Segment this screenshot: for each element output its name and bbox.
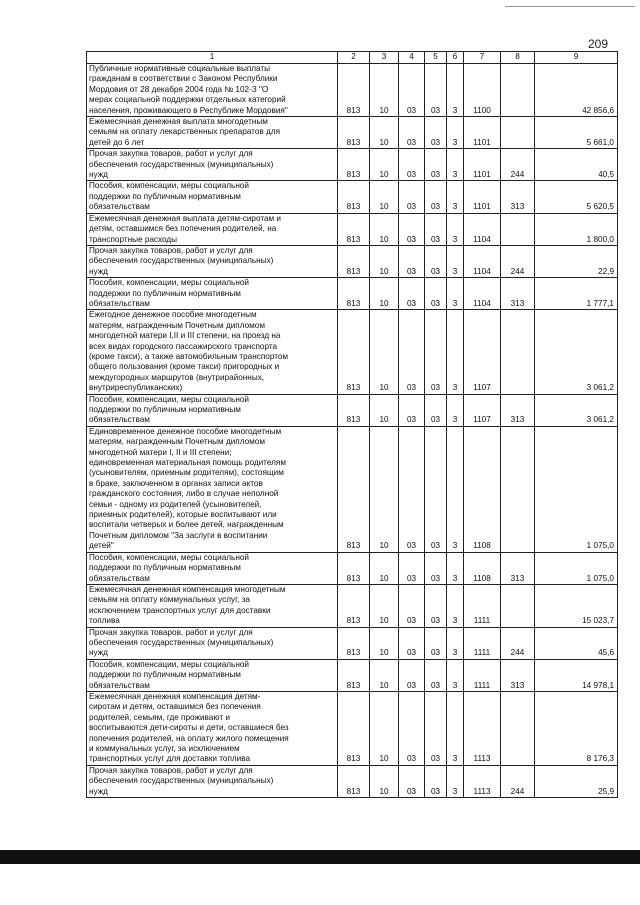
cell-amount: 40,5 [535,149,618,181]
cell-code: 10 [370,149,399,181]
cell-code: 813 [338,117,370,149]
scan-edge-line [505,6,635,7]
cell-code: 03 [425,245,447,277]
page-number: 209 [588,37,609,51]
cell-code: 313 [501,181,535,213]
cell-code: 813 [338,426,370,552]
cell-code: 10 [370,310,399,394]
row-description: Пособия, компенсации, меры социальной поддержки по публичным нормативным обязательствам [87,278,338,310]
cell-code: 03 [399,245,425,277]
cell-code: 3 [447,181,464,213]
cell-code: 03 [399,181,425,213]
table-row [87,394,618,426]
cell-amount: 45,6 [535,627,618,659]
cell-code: 3 [447,149,464,181]
cell-code: 03 [399,426,425,552]
cell-code: 244 [501,149,535,181]
cell-code: 244 [501,245,535,277]
cell-amount: 3 061,2 [535,394,618,426]
cell-code: 313 [501,659,535,691]
cell-amount: 1 777,1 [535,278,618,310]
cell-code [501,117,535,149]
cell-code: 3 [447,117,464,149]
cell-code: 10 [370,278,399,310]
cell-amount: 22,9 [535,245,618,277]
cell-code: 1104 [464,213,501,245]
cell-code: 03 [425,213,447,245]
cell-code: 03 [399,117,425,149]
cell-code: 1101 [464,181,501,213]
cell-code: 03 [425,64,447,117]
cell-code: 03 [425,149,447,181]
header-cell: 1 [87,52,338,64]
cell-code: 1111 [464,659,501,691]
cell-code: 3 [447,691,464,765]
cell-code: 10 [370,552,399,584]
cell-code: 313 [501,552,535,584]
cell-code: 03 [399,584,425,627]
cell-code: 813 [338,64,370,117]
cell-code: 244 [501,627,535,659]
cell-code: 03 [399,394,425,426]
cell-code: 10 [370,394,399,426]
cell-code: 03 [399,659,425,691]
row-description: Прочая закупка товаров, работ и услуг для обеспечения государственных (муниципальных) нужд [87,627,338,659]
header-cell: 6 [447,52,464,64]
cell-amount: 1 800,0 [535,213,618,245]
cell-code [501,64,535,117]
cell-code: 1107 [464,394,501,426]
cell-code: 813 [338,584,370,627]
cell-code: 03 [399,213,425,245]
cell-amount: 5 620,5 [535,181,618,213]
cell-code: 03 [425,552,447,584]
table-row [87,117,618,149]
cell-code: 1101 [464,117,501,149]
cell-amount: 3 061,2 [535,310,618,394]
table-row [87,691,618,765]
cell-code: 03 [425,659,447,691]
cell-code: 10 [370,64,399,117]
cell-code: 10 [370,584,399,627]
cell-code [501,213,535,245]
cell-code: 3 [447,627,464,659]
table-row [87,213,618,245]
cell-code: 3 [447,426,464,552]
cell-amount: 1 075,0 [535,552,618,584]
header-cell: 7 [464,52,501,64]
cell-code: 813 [338,213,370,245]
row-description: Ежегодное денежное пособие многодетным матерям, награжденным Почетным дипломом многодетной матери I,II и III степени, на проезд на всех видах городского пассажирского транспорта (кроме такси), а также автомобильным транспортом общего пользования (кроме такси) пригородных и междугородных маршрутов (внутрирайонных, внутриреспубликанских) [87,310,338,394]
cell-code: 03 [425,627,447,659]
table-row [87,245,618,277]
cell-code: 03 [399,691,425,765]
cell-code: 244 [501,765,535,797]
cell-code: 10 [370,245,399,277]
cell-code: 03 [425,278,447,310]
cell-code: 03 [425,765,447,797]
cell-code: 1100 [464,64,501,117]
header-row [87,52,618,64]
table-row [87,426,618,552]
table-row [87,149,618,181]
cell-code: 3 [447,310,464,394]
cell-code: 3 [447,245,464,277]
cell-code: 3 [447,278,464,310]
table-row [87,278,618,310]
row-description: Пособия, компенсации, меры социальной поддержки по публичным нормативным обязательствам [87,552,338,584]
cell-code: 1107 [464,310,501,394]
cell-amount: 8 176,3 [535,691,618,765]
cell-code: 10 [370,117,399,149]
cell-code [501,584,535,627]
cell-code: 10 [370,213,399,245]
cell-code: 313 [501,394,535,426]
cell-code: 10 [370,426,399,552]
row-description: Пособия, компенсации, меры социальной поддержки по публичным нормативным обязательствам [87,659,338,691]
table-row [87,310,618,394]
cell-code: 1111 [464,584,501,627]
cell-code: 813 [338,245,370,277]
cell-code: 813 [338,149,370,181]
row-description: Ежемесячная денежная компенсация многодетным семьям на оплату коммунальных услуг, за исключением транспортных услуг для доставки топлива [87,584,338,627]
cell-code [501,310,535,394]
cell-code: 03 [425,181,447,213]
cell-code: 10 [370,691,399,765]
cell-code: 1101 [464,149,501,181]
cell-code: 813 [338,310,370,394]
cell-code: 1111 [464,627,501,659]
header-cell: 9 [535,52,618,64]
cell-code: 10 [370,627,399,659]
cell-code: 3 [447,64,464,117]
header-cell: 2 [338,52,370,64]
cell-code: 3 [447,584,464,627]
cell-code: 03 [399,149,425,181]
cell-amount: 14 978,1 [535,659,618,691]
cell-code: 1108 [464,426,501,552]
cell-code: 1113 [464,765,501,797]
row-description: Публичные нормативные социальные выплаты гражданам в соответствии с Законом Республики Мордовия от 28 декабря 2004 года № 102-З "О мерах социальной поддержки отдельных категорий населения, проживающего в Республике Мордовия" [87,64,338,117]
cell-code: 03 [399,278,425,310]
header-cell: 8 [501,52,535,64]
cell-code: 1113 [464,691,501,765]
budget-table [86,51,618,798]
cell-code: 1108 [464,552,501,584]
cell-code: 3 [447,765,464,797]
cell-code: 10 [370,765,399,797]
header-cell: 3 [370,52,399,64]
cell-amount: 1 075,0 [535,426,618,552]
row-description: Ежемесячная денежная компенсация детям- сиротам и детям, оставшимся без попечения родителей, семьям, где проживают и воспитываются дети-сироты и дети, оставшиеся без попечения родителей, на оплату жилого помещения и коммунальных услуг, за исключением транспортных услуг для доставки топлива [87,691,338,765]
cell-code: 03 [425,394,447,426]
cell-code [501,426,535,552]
row-description: Пособия, компенсации, меры социальной поддержки по публичным нормативным обязательствам [87,181,338,213]
row-description: Прочая закупка товаров, работ и услуг для обеспечения государственных (муниципальных) нужд [87,149,338,181]
table-row [87,64,618,117]
cell-amount: 25,9 [535,765,618,797]
cell-code: 813 [338,659,370,691]
cell-code: 813 [338,181,370,213]
cell-code: 813 [338,394,370,426]
cell-amount: 15 023,7 [535,584,618,627]
cell-code: 03 [399,64,425,117]
cell-amount: 42 856,6 [535,64,618,117]
cell-code: 3 [447,659,464,691]
table-row [87,659,618,691]
row-description: Прочая закупка товаров, работ и услуг для обеспечения государственных (муниципальных) нужд [87,245,338,277]
scan-bottom-bar [0,850,640,864]
table-row [87,627,618,659]
cell-amount: 5 661,0 [535,117,618,149]
cell-code: 3 [447,213,464,245]
row-description: Единовременное денежное пособие многодетным матерям, награжденным Почетным дипломом многодетной матери I, II и III степени; единовременная материальная помощь родителям (усыновителям, приемным родителям), состоящим в браке, заключенном в органах записи актов гражданского состояния, либо в случае неполной семьи - одному из родителей (усыновителей, приемных родителей), которые воспитывают или воспитали четверых и более детей, награжденным Почетным дипломом "За заслуги в воспитании детей" [87,426,338,552]
cell-code: 813 [338,552,370,584]
row-description: Ежемесячная денежная выплата многодетным семьям на оплату лекарственных препаратов для детей до 6 лет [87,117,338,149]
cell-code: 3 [447,552,464,584]
cell-code: 1104 [464,278,501,310]
cell-code: 03 [425,117,447,149]
cell-code: 1104 [464,245,501,277]
cell-code: 813 [338,765,370,797]
row-description: Прочая закупка товаров, работ и услуг для обеспечения государственных (муниципальных) нужд [87,765,338,797]
table-row [87,552,618,584]
table-row [87,584,618,627]
cell-code: 3 [447,394,464,426]
cell-code: 03 [425,310,447,394]
cell-code: 313 [501,278,535,310]
header-cell: 5 [425,52,447,64]
cell-code: 03 [399,627,425,659]
cell-code: 03 [425,426,447,552]
cell-code: 813 [338,627,370,659]
cell-code: 813 [338,278,370,310]
cell-code [501,691,535,765]
cell-code: 03 [399,552,425,584]
header-cell: 4 [399,52,425,64]
cell-code: 03 [425,691,447,765]
cell-code: 10 [370,181,399,213]
cell-code: 03 [399,765,425,797]
cell-code: 03 [399,310,425,394]
row-description: Пособия, компенсации, меры социальной поддержки по публичным нормативным обязательствам [87,394,338,426]
table-row [87,181,618,213]
cell-code: 03 [425,584,447,627]
row-description: Ежемесячная денежная выплата детям-сиротам и детям, оставшимся без попечения родителей, на транспортные расходы [87,213,338,245]
cell-code: 10 [370,659,399,691]
cell-code: 813 [338,691,370,765]
table-row [87,765,618,797]
